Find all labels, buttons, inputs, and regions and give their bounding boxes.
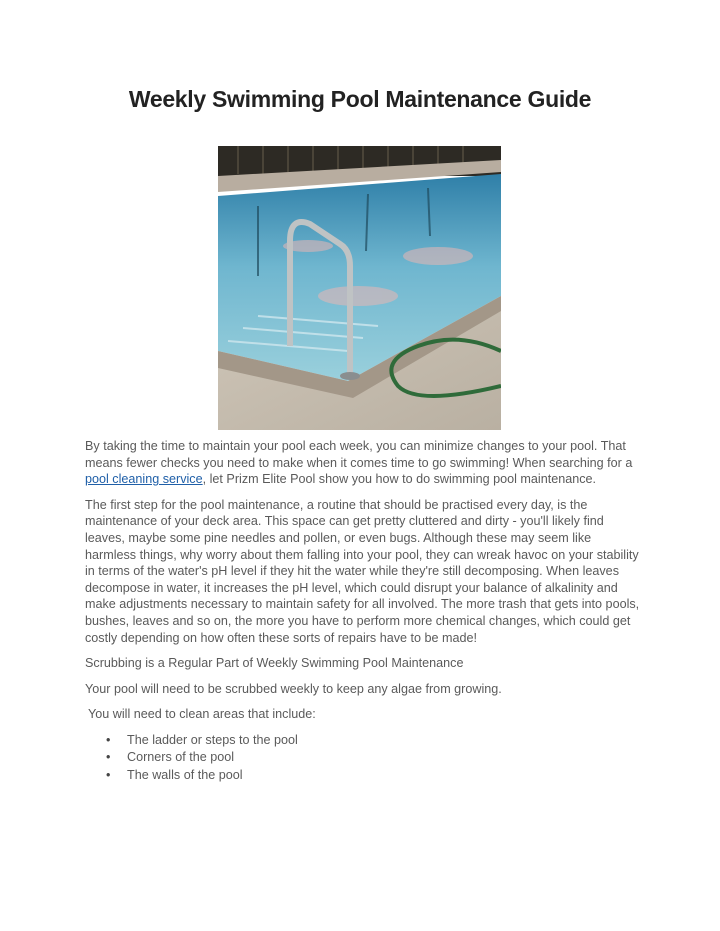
pool-cleaning-service-link[interactable]: pool cleaning service [85,472,203,487]
section-subheading: Scrubbing is a Regular Part of Weekly Swimming Pool Maintenance [85,656,464,671]
scrub-paragraph: Your pool will need to be scrubbed weekly to keep any algae from growing. [85,681,502,696]
pool-illustration [218,146,501,430]
intro-text-start: By taking the time to maintain your pool each week, you can minimize changes to your pool. That means fewer checks you need to make when it comes time to go swimming! When searching for a [85,439,633,470]
list-item: • The walls of the pool [127,767,640,785]
page-title: Weekly Swimming Pool Maintenance Guide [128,86,592,112]
list-item: • The ladder or steps to the pool [127,732,640,750]
intro-paragraph [85,438,640,488]
deck-maintenance-paragraph: The first step for the pool maintenance, a routine that should be practised every day, is the maintenance of your deck area. This space can get pretty cluttered and dirty - you'll likely find leaves, maybe some pine needles and pollen, or even bugs. Although these may seem like harmless things, why worry about them falling into your pool, they can wreak havoc on your stability in terms of the water's pH level if they hit the water while they're still decomposing. When leaves decompose in water, it increases the pH level, which could disrupt your balance of alkalinity and make adjustments necessary to maintain safety for all involved. The more trash that gets into pools, bushes, leaves and so on, the more you have to perform more chemical changes, which could get costly depending on how often these sorts of repairs have to be made! [85,497,640,645]
intro-text-end: , let Prizm Elite Pool show you how to do swimming pool maintenance. [202,472,597,487]
areas-intro: You will need to clean areas that include: [88,707,316,722]
article-body [85,438,640,784]
pool-photo [218,146,501,430]
areas-list [85,732,640,785]
list-item: • Corners of the pool [127,749,640,767]
